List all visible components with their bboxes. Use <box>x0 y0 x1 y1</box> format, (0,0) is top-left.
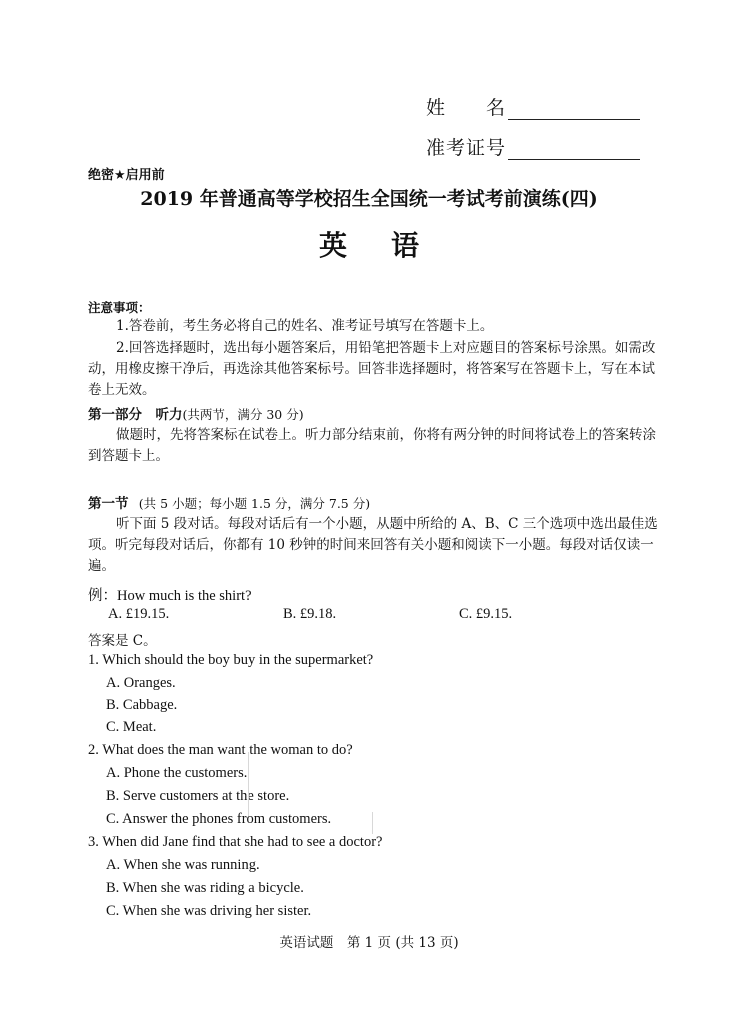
question-2-option-b: B. Serve customers at the store. <box>106 788 290 804</box>
name-blank-line <box>508 118 640 120</box>
section1-meta: (共 5 小题；每小题 1.5 分，满分 7.5 分) <box>138 496 371 511</box>
subject-title: 英语 <box>318 229 463 262</box>
section1-title: 第一节 <box>88 496 129 512</box>
name-label: 姓 名 <box>426 97 507 119</box>
section1-instruction: 听下面 5 段对话。每段对话后有一个小题，从题中所给的 A、B、C 三个选项中选出最佳选项。听完每段对话后，你都有 10 秒钟的时间来回答有关小题和阅读下一小题。每段对话仅读一遍。 <box>88 516 658 574</box>
section1-heading <box>88 492 370 512</box>
part1-title: 第一部分 听力 <box>88 407 183 423</box>
question-2-option-a: A. Phone the customers. <box>106 765 248 781</box>
example-option-a: A. £19.15. <box>108 606 170 622</box>
example-question: 例：How much is the shirt? <box>88 588 252 604</box>
question-1-option-c: C. Meat. <box>106 719 157 735</box>
note-item-2: 2.回答选择题时，选出每小题答案后，用铅笔把答题卡上对应题目的答案标号涂黑。如需改动，用橡皮擦干净后，再选涂其他答案标号。回答非选择题时，将答案写在答题卡上，写在本试卷上无效。 <box>88 340 656 398</box>
scan-artifact-line <box>372 812 373 834</box>
part1-heading <box>88 403 304 423</box>
part1-instruction: 做题时，先将答案标在试卷上。听力部分结束前，你将有两分钟的时间将试卷上的答案转涂到答题卡上。 <box>88 427 656 464</box>
question-1-stem: 1. Which should the boy buy in the supermarket? <box>88 652 374 668</box>
question-1-option-b: B. Cabbage. <box>106 697 178 713</box>
scan-artifact-line <box>248 752 249 816</box>
page-footer: 英语试题 第 1 页 (共 13 页) <box>279 935 459 951</box>
question-3-option-c: C. When she was driving her sister. <box>106 903 312 919</box>
exam-id-blank-line <box>508 158 640 160</box>
question-3-option-b: B. When she was riding a bicycle. <box>106 880 304 896</box>
question-2-stem: 2. What does the man want the woman to do? <box>88 742 353 758</box>
example-option-c: C. £9.15. <box>459 606 513 622</box>
name-field <box>426 93 640 120</box>
question-1-option-a: A. Oranges. <box>106 675 176 691</box>
exam-id-label: 准考证号 <box>426 137 507 159</box>
question-3-stem: 3. When did Jane find that she had to see a doctor? <box>88 834 383 850</box>
notes-heading: 注意事项： <box>88 300 151 315</box>
exam-title: 2019 年普通高等学校招生全国统一考试考前演练(四) <box>140 188 598 210</box>
question-3-option-a: A. When she was running. <box>106 857 260 873</box>
secret-mark: 绝密★启用前 <box>88 168 165 183</box>
part1-meta: (共两节，满分 30 分) <box>182 407 304 422</box>
example-answer: 答案是 C。 <box>88 633 157 649</box>
question-2-option-c: C. Answer the phones from customers. <box>106 811 332 827</box>
exam-id-field <box>426 133 640 160</box>
note-item-1: 1.答卷前，考生务必将自己的姓名、准考证号填写在答题卡上。 <box>116 318 494 334</box>
example-option-b: B. £9.18. <box>283 606 337 622</box>
